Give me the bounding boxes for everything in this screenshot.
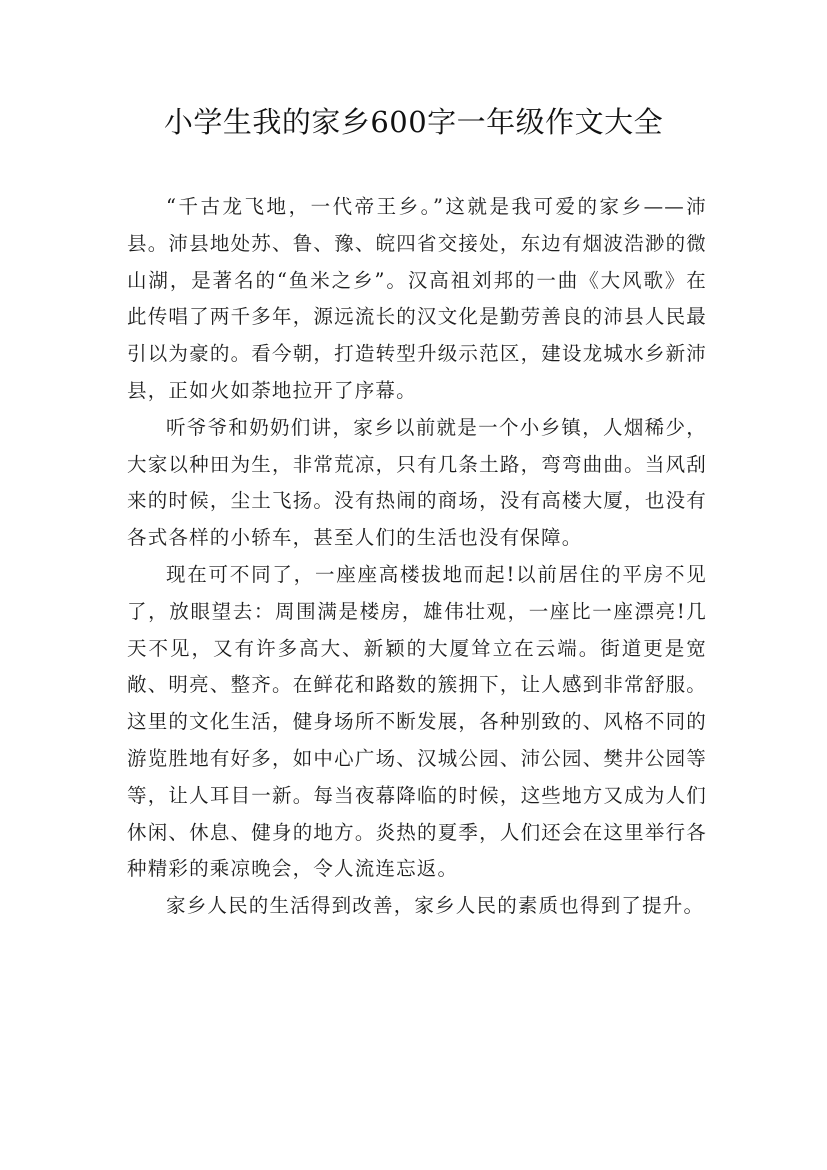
paragraph-2: 听爷爷和奶奶们讲，家乡以前就是一个小乡镇，人烟稀少，大家以种田为生，非常荒凉，只有几条土路，弯弯曲曲。当风刮来的时候，尘土飞扬。没有热闹的商场，没有高楼大厦，也没有各式各样的小轿车，甚至人们的生活也没有保障。 <box>127 415 707 550</box>
paragraph-1: “千古龙飞地，一代帝王乡。”这就是我可爱的家乡——沛县。沛县地处苏、鲁、豫、皖四省交接处，东边有烟波浩渺的微山湖，是著名的“鱼米之乡”。汉高祖刘邦的一曲《大风歌》在此传唱了两千多年，源远流长的汉文化是勤劳善良的沛县人民最引以为豪的。看今朝，打造转型升级示范区，建设龙城水乡新沛县，正如火如荼地拉开了序幕。 <box>127 195 707 402</box>
paragraph-4: 家乡人民的生活得到改善，家乡人民的素质也得到了提升。 <box>166 894 705 918</box>
document-body <box>127 189 707 925</box>
document-title: 小学生我的家乡600字一年级作文大全 <box>163 105 664 139</box>
paragraph-3: 现在可不同了，一座座高楼拔地而起!以前居住的平房不见了，放眼望去：周围满是楼房，雄伟壮观，一座比一座漂亮!几天不见，又有许多高大、新颖的大厦耸立在云端。街道更是宽敞、明亮、整齐。在鲜花和路数的簇拥下，让人感到非常舒服。这里的文化生活，健身场所不断发展，各种别致的、风格不同的游览胜地有好多，如中心广场、汉城公园、沛公园、樊井公园等等，让人耳目一新。每当夜幕降临的时候，这些地方又成为人们休闲、休息、健身的地方。炎热的夏季，人们还会在这里举行各种精彩的乘凉晚会，令人流连忘返。 <box>127 562 707 881</box>
